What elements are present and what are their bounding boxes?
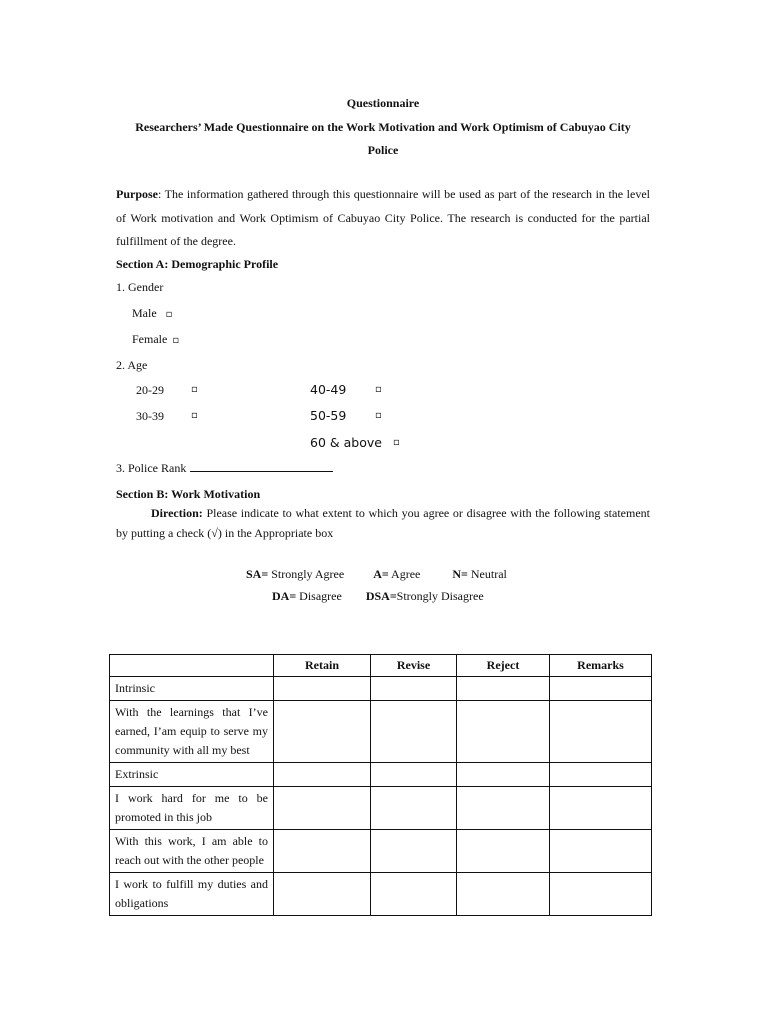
table-row — [110, 830, 652, 873]
table-item-statement: I work to fulfill my duties and obligations — [110, 873, 274, 916]
table-header-row — [110, 655, 652, 677]
page-title: Questionnaire — [346, 96, 420, 110]
table-row — [110, 873, 652, 916]
age-20-29-checkbox[interactable]: ▫ — [191, 384, 198, 395]
revise-cell[interactable] — [371, 701, 457, 763]
revise-cell[interactable] — [371, 763, 457, 787]
legend-n: N= Neutral — [452, 567, 507, 581]
legend-dsa: DSA=Strongly Disagree — [365, 589, 484, 603]
legend-line-2 — [272, 589, 484, 604]
age-option-30-39-label: 30-39 — [136, 409, 164, 423]
table-row — [110, 787, 652, 830]
reject-cell[interactable] — [457, 677, 550, 701]
remarks-cell[interactable] — [550, 830, 652, 873]
reject-cell[interactable] — [457, 763, 550, 787]
table-header-remarks: Remarks — [550, 655, 652, 677]
direction-paragraph — [116, 504, 650, 543]
gender-option-female — [132, 332, 179, 347]
table-row — [110, 677, 652, 701]
remarks-cell[interactable] — [550, 873, 652, 916]
retain-cell[interactable] — [274, 830, 371, 873]
remarks-cell[interactable] — [550, 701, 652, 763]
retain-cell[interactable] — [274, 701, 371, 763]
age-option-40-49-label: 40-49 — [310, 382, 347, 397]
table-header-reject: Reject — [457, 655, 550, 677]
police-rank-question — [116, 461, 333, 476]
gender-female-checkbox[interactable]: ▫ — [172, 335, 180, 346]
revise-cell[interactable] — [371, 787, 457, 830]
reject-cell[interactable] — [457, 830, 550, 873]
legend-da: DA= Disagree — [272, 589, 342, 603]
age-30-39-checkbox[interactable]: ▫ — [191, 410, 198, 421]
police-rank-label: 3. Police Rank — [116, 461, 187, 475]
table-row — [110, 763, 652, 787]
retain-cell[interactable] — [274, 787, 371, 830]
police-rank-input-line[interactable] — [190, 461, 333, 472]
table-category-intrinsic: Intrinsic — [110, 677, 274, 701]
table-item-statement: I work hard for me to be promoted in this job — [110, 787, 274, 830]
remarks-cell[interactable] — [550, 787, 652, 830]
gender-female-label: Female — [132, 332, 168, 346]
legend-sa: SA= Strongly Agree — [246, 567, 345, 581]
table-item-statement: With the learnings that I’ve earned, I’am equip to serve my community with all my best — [110, 701, 274, 763]
retain-cell[interactable] — [274, 677, 371, 701]
reject-cell[interactable] — [457, 787, 550, 830]
table-header-retain: Retain — [274, 655, 371, 677]
reject-cell[interactable] — [457, 873, 550, 916]
table-item-statement: With this work, I am able to reach out with the other people — [110, 830, 274, 873]
section-a-heading: Section A: Demographic Profile — [116, 257, 279, 271]
purpose-paragraph — [116, 183, 650, 254]
revise-cell[interactable] — [371, 873, 457, 916]
direction-text: Please indicate to what extent to which you agree or disagree with the following statement by putting a check (√) in the Appropriate box — [116, 506, 650, 540]
age-option-60-above-label: 60 & above — [310, 435, 382, 450]
work-motivation-table — [109, 654, 652, 916]
page-subtitle-line-2: Police — [367, 143, 399, 157]
legend-a: A= Agree — [373, 567, 421, 581]
revise-cell[interactable] — [371, 677, 457, 701]
table-row — [110, 701, 652, 763]
age-40-49-checkbox[interactable]: ▫ — [375, 384, 382, 395]
section-b-heading: Section B: Work Motivation — [116, 487, 261, 501]
age-option-50-59-label: 50-59 — [310, 408, 347, 423]
gender-male-checkbox[interactable]: ▫ — [165, 309, 173, 320]
retain-cell[interactable] — [274, 873, 371, 916]
reject-cell[interactable] — [457, 701, 550, 763]
table-header-item — [110, 655, 274, 677]
age-question: 2. Age — [116, 358, 148, 372]
revise-cell[interactable] — [371, 830, 457, 873]
page-subtitle-line-1: Researchers’ Made Questionnaire on the Work Motivation and Work Optimism of Cabuyao City — [135, 120, 631, 134]
age-option-20-29-label: 20-29 — [136, 383, 164, 397]
purpose-label: Purpose — [116, 187, 158, 201]
gender-question: 1. Gender — [116, 280, 164, 294]
table-header-revise: Revise — [371, 655, 457, 677]
purpose-text: : The information gathered through this questionnaire will be used as part of the research in the level of Work motivation and Work Optimism of Cabuyao City Police. The research is conducted for the partial fulfillment of the degree. — [116, 187, 650, 248]
remarks-cell[interactable] — [550, 677, 652, 701]
age-50-59-checkbox[interactable]: ▫ — [375, 410, 382, 421]
table-category-extrinsic: Extrinsic — [110, 763, 274, 787]
retain-cell[interactable] — [274, 763, 371, 787]
gender-option-male — [132, 306, 172, 321]
direction-label: Direction: — [151, 506, 203, 520]
gender-male-label: Male — [132, 306, 157, 320]
legend-line-1 — [246, 567, 507, 582]
age-60-above-checkbox[interactable]: ▫ — [393, 437, 400, 448]
remarks-cell[interactable] — [550, 763, 652, 787]
